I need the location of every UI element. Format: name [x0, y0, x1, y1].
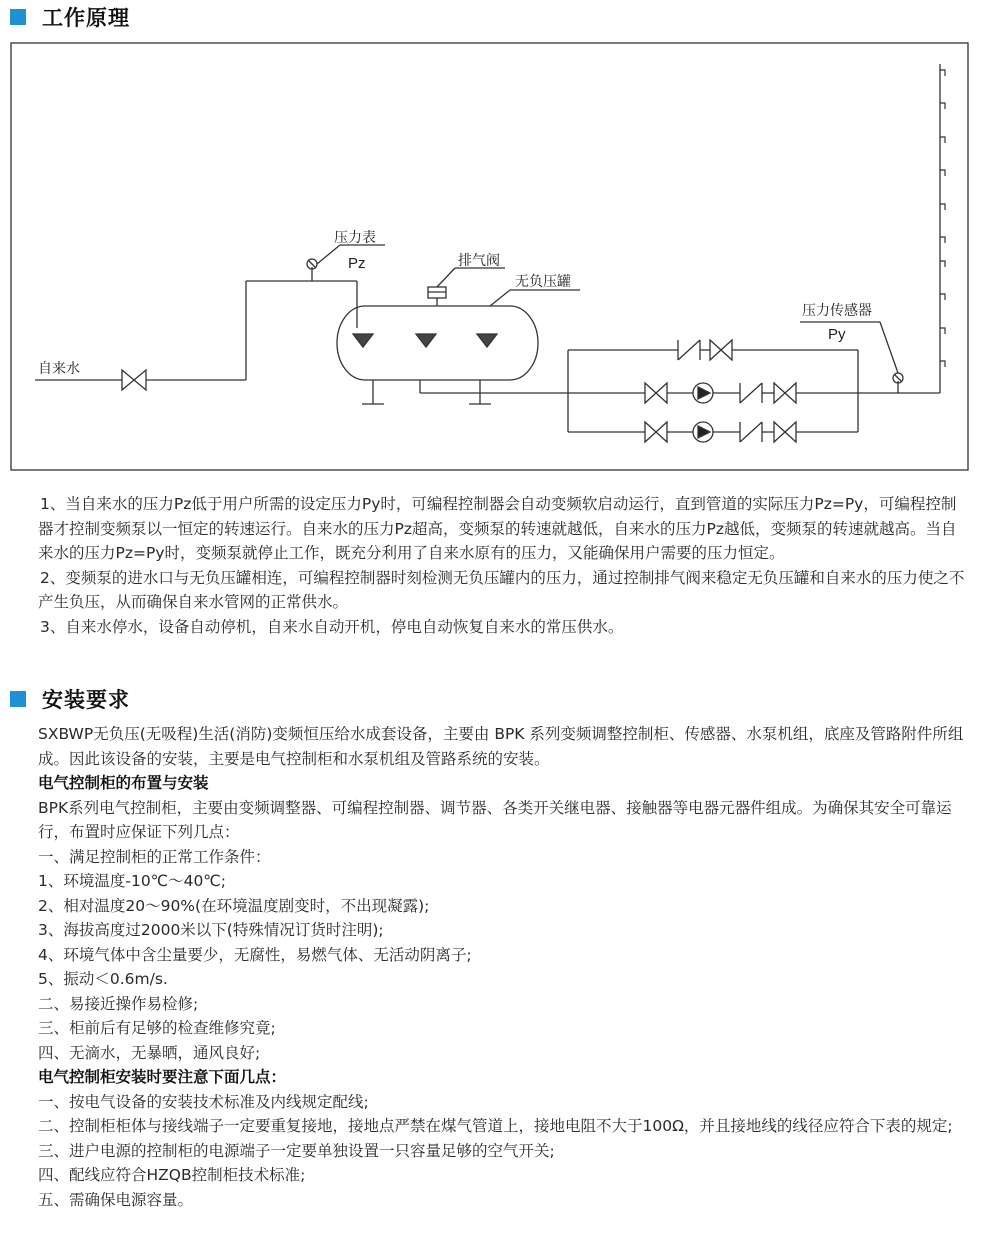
installation-intro: SXBWP无负压(无吸程)生活(消防)变频恒压给水成套设备，主要由 BPK 系列变频调整控制柜、传感器、水泵机组，底座及管路附件所组成。因此该设备的安装，主要是电气控制柜和水泵机组及管路系统的安装。	[38, 725, 964, 768]
principle-paragraph-3: 3、自来水停水，设备自动停机，自来水自动开机，停电自动恢复自来水的常压供水。	[40, 617, 624, 636]
list-item: 三、进户电源的控制柜的电源端子一定要单独设置一只容量足够的空气开关;	[38, 1141, 555, 1160]
riser-outlet-icons	[940, 70, 945, 367]
pump2-inlet-valve-icon	[645, 422, 667, 442]
exhaust-valve-icon	[428, 287, 446, 298]
working-principle-text	[38, 492, 970, 639]
label-tank: 无负压罐	[515, 273, 571, 289]
list-item: 2、相对温度20～90%(在环境温度剧变时，不出现凝露);	[38, 896, 430, 915]
system-diagram	[10, 42, 970, 472]
installation-text	[38, 722, 970, 1212]
label-py: Py	[828, 326, 846, 343]
list-item: 二、控制柜柜体与接线端子一定要重复接地，接地点严禁在煤气管道上，接地电阻不大于100Ω，并且接地线的线径应符合下表的规定;	[38, 1117, 953, 1135]
list-item: 5、振动＜0.6m/s.	[38, 970, 168, 988]
section-title: 安装要求	[42, 688, 130, 712]
list-item: 五、需确保电源容量。	[38, 1190, 194, 1209]
section-marker-icon	[10, 9, 26, 25]
inlet-valve-icon	[122, 370, 146, 390]
cabinet-install-heading: 电气控制柜安装时要注意下面几点：	[38, 1068, 287, 1086]
list-item: 一、按电气设备的安装技术标准及内线规定配线;	[38, 1092, 369, 1111]
list-item: 1、环境温度-10℃～40℃;	[38, 872, 226, 890]
principle-paragraph-1: 1、当自来水的压力Pz低于用户所需的设定压力Py时，可编程控制器会自动变频软启动运行，直到管道的实际压力Pz=Py，可编程控制器才控制变频泵以一恒定的转速运行。自来水的压力Pz超高，变频泵的转速就越低，自来水的压力Pz越低，变频泵的转速就越高。当自来水的压力Pz=Py时，变频泵就停止工作，既充分利用了自来水原有的压力，又能确保用户需要的压力恒定。	[38, 495, 957, 562]
list-item: 3、海拔高度过2000米以下(特殊情况订货时注明);	[38, 921, 384, 939]
pump1-check-valve-icon	[740, 383, 762, 403]
pump1-outlet-valve-icon	[774, 383, 796, 403]
section-header-installation	[10, 684, 130, 714]
pump2-outlet-valve-icon	[774, 422, 796, 442]
pump1-inlet-valve-icon	[645, 383, 667, 403]
tank-nozzle-icons	[353, 334, 497, 347]
cabinet-layout-heading: 电气控制柜的布置与安装	[38, 774, 209, 792]
pump2-check-valve-icon	[740, 422, 762, 442]
list-item: 四、无滴水，无暴晒，通风良好;	[38, 1043, 261, 1062]
label-exhaust-valve: 排气阀	[458, 252, 500, 268]
bypass-check-valve-icon	[678, 340, 700, 360]
cabinet-layout-intro: BPK系列电气控制柜，主要由变频调整器、可编程控制器、调节器、各类开关继电器、接触器等电器元器件组成。为确保其安全可靠运行，布置时应保证下列几点：	[38, 798, 952, 841]
label-pz: Pz	[348, 255, 366, 272]
list-item: 4、环境气体中含尘量要少，无腐性，易燃气体、无活动阴离子;	[38, 945, 472, 964]
section-header-working-principle	[10, 2, 130, 32]
list-item: 三、柜前后有足够的检查维修究竟;	[38, 1019, 276, 1037]
label-pressure-sensor: 压力传感器	[802, 302, 872, 318]
list-item: 二、易接近操作易检修;	[38, 994, 199, 1013]
list-item: 四、配线应符合HZQB控制柜技术标准;	[38, 1166, 306, 1184]
list-item: 一、满足控制柜的正常工作条件：	[38, 847, 271, 866]
bypass-valve-icon	[710, 340, 732, 360]
principle-paragraph-2: 2、变频泵的进水口与无负压罐相连，可编程控制器时刻检测无负压罐内的压力，通过控制排气阀来稳定无负压罐和自来水的压力使之不产生负压，从而确保自来水管网的正常供水。	[38, 568, 965, 611]
pump2-icon	[693, 422, 713, 442]
section-title: 工作原理	[42, 6, 130, 30]
section-marker-icon	[10, 691, 26, 707]
pump1-icon	[693, 383, 713, 403]
no-negative-pressure-tank-icon	[337, 306, 538, 404]
label-tap-water: 自来水	[38, 360, 80, 376]
label-pressure-gauge: 压力表	[334, 229, 376, 245]
